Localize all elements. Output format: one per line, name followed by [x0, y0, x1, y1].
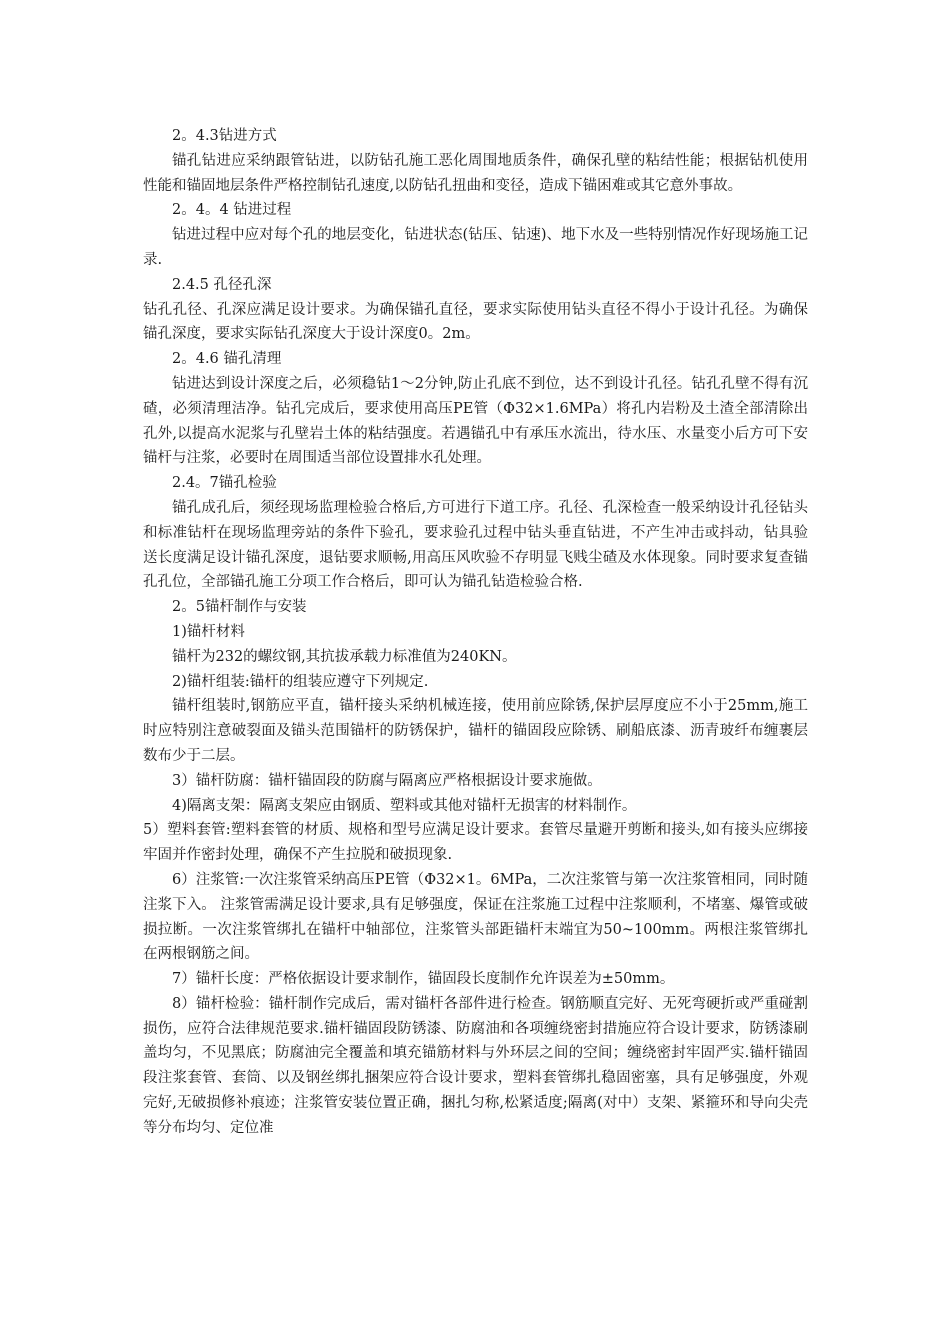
paragraph: 3）锚杆防腐：锚杆锚固段的防腐与隔离应严格根据设计要求施做。 — [172, 772, 602, 789]
section-heading-drilling-process: 2。4。4 钻进过程 — [172, 202, 292, 219]
document-page — [143, 124, 808, 1141]
paragraph: 钻进达到设计深度之后，必须稳钻1～2分钟,防止孔底不到位，达不到设计孔径。钻孔孔壁不得有沉碴，必须清理洁净。钻孔完成后，要求使用高压PE管（Φ32×1.6MPa）将孔内岩粉及土渣全部清除出孔外,以提高水泥浆与孔壁岩土体的粘结强度。若遇锚孔中有承压水流出，待水压、水量变小后方可下安锚杆与注浆，必要时在周围适当部位设置排水孔处理。 — [143, 375, 808, 467]
paragraph: 锚杆为232的螺纹钢,其抗拔承载力标准值为240KN。 — [172, 648, 517, 665]
section-heading-hole-cleaning: 2。4.6 锚孔清理 — [172, 351, 282, 368]
paragraph: 4)隔离支架：隔离支架应由钢质、塑料或其他对锚杆无损害的材料制作。 — [172, 797, 637, 814]
paragraph: 钻孔孔径、孔深应满足设计要求。为确保锚孔直径，要求实际使用钻头直径不得小于设计孔径。为确保锚孔深度，要求实际钻孔深度大于设计深度0。2m。 — [143, 301, 808, 343]
paragraph: 6）注浆管:一次注浆管采纳高压PE管（Φ32×1。6MPa，二次注浆管与第一次注浆管相同，同时随注浆下入。 注浆管需满足设计要求,具有足够强度，保证在注浆施工过程中注浆顺利，不堵塞、爆管或破损拉断。一次注浆管绑扎在锚杆中轴部位，注浆管头部距锚杆末端宜为50~100mm。两根注浆管绑扎在两根钢筋之间。 — [143, 871, 808, 963]
paragraph: 锚孔成孔后，须经现场监理检验合格后,方可进行下道工序。孔径、孔深检查一般采纳设计孔径钻头和标准钻杆在现场监理旁站的条件下验孔，要求验孔过程中钻头垂直钻进，不产生冲击或抖动，钻具验送长度满足设计锚孔深度，退钻要求顺畅,用高压风吹验不存明显飞贱尘碴及水体现象。同时要求复查锚孔孔位，全部锚孔施工分项工作合格后，即可认为锚孔钻造检验合格. — [143, 499, 808, 591]
section-heading-drilling-method: 2。4.3钻进方式 — [172, 128, 277, 144]
subheading-anchor-material: 1)锚杆材料 — [172, 623, 245, 640]
paragraph: 5）塑料套管:塑料套管的材质、规格和型号应满足设计要求。套管尽量避开剪断和接头,如有接头应绑接牢固并作密封处理，确保不产生拉脱和破损现象. — [143, 822, 808, 864]
paragraph: 锚孔钻进应采纳跟管钻进，以防钻孔施工恶化周围地质条件，确保孔壁的粘结性能；根据钻机使用性能和锚固地层条件严格控制钻孔速度,以防钻孔扭曲和变径，造成下锚困难或其它意外事故。 — [143, 152, 808, 194]
paragraph: 7）锚杆长度：严格依据设计要求制作，锚固段长度制作允许误差为±50mm。 — [172, 971, 675, 988]
paragraph: 8）锚杆检验：锚杆制作完成后，需对锚杆各部件进行检查。钢筋顺直完好、无死弯硬折或严重碰割损伤，应符合法律规范要求.锚杆锚固段防锈漆、防腐油和各项缠绕密封措施应符合设计要求，防锈漆刷盖均匀，不见黑底；防腐油完全覆盖和填充锚筋材料与外环层之间的空间；缠绕密封牢固严实.锚杆锚固段注浆套管、套筒、以及钢丝绑扎捆架应符合设计要求，塑料套管绑扎稳固密塞，具有足够强度，外观完好,无破损修补痕迹；注浆管安装位置正确，捆扎匀称,松紧适度;隔离(对中）支架、紧箍环和导向尖壳等分布均匀、定位准 — [143, 995, 808, 1136]
paragraph: 2)锚杆组装:锚杆的组装应遵守下列规定. — [172, 673, 429, 690]
section-heading-hole-diameter-depth: 2.4.5 孔径孔深 — [172, 276, 272, 293]
paragraph: 钻进过程中应对每个孔的地层变化，钻进状态(钻压、钻速)、地下水及一些特别情况作好现场施工记录. — [143, 227, 808, 268]
section-heading-anchor-fabrication: 2。5锚杆制作与安装 — [172, 599, 307, 616]
section-heading-hole-inspection: 2.4。7锚孔检验 — [172, 475, 277, 492]
paragraph: 锚杆组装时,钢筋应平直，锚杆接头采纳机械连接，使用前应除锈,保护层厚度应不小于25mm,施工时应特别注意破裂面及锚头范围锚杆的防锈保护，锚杆的锚固段应除锈、刷船底漆、沥青玻纤布缠裹层数布少于二层。 — [143, 698, 808, 764]
